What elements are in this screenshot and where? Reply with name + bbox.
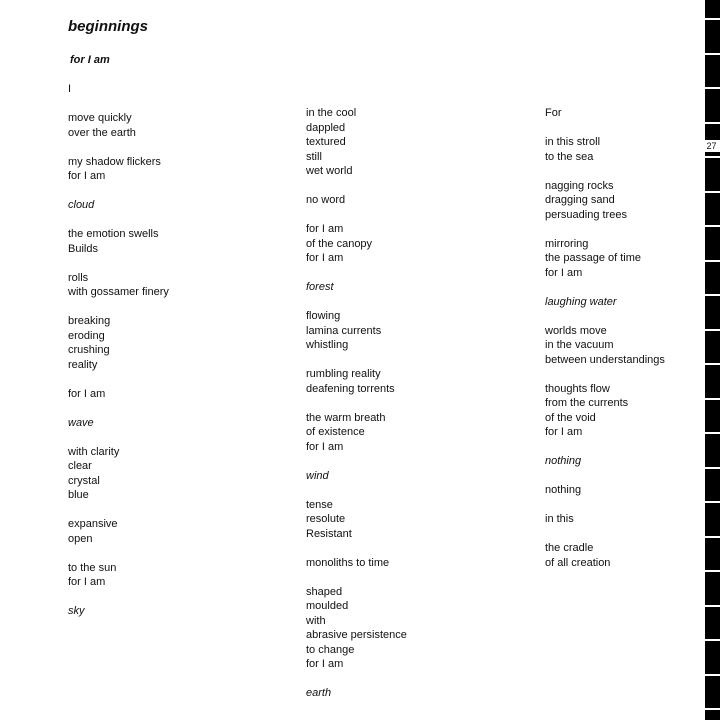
stanza-keyword: sky: [68, 605, 85, 617]
poem-line: I: [68, 83, 72, 95]
poem-column-3: [545, 106, 665, 570]
page-edge-tabs: [705, 0, 720, 720]
edge-tab-divider: [705, 122, 720, 124]
poem-line: clear: [68, 460, 92, 472]
stanza-break: [68, 97, 169, 112]
stanza-keyword: laughing water: [545, 295, 617, 308]
stanza-break: [306, 353, 407, 368]
edge-tab-divider: [705, 674, 720, 676]
poem-line: to the sun: [68, 561, 117, 574]
poem-line: the cradle: [545, 542, 594, 554]
edge-tab-divider: [705, 329, 720, 331]
poem-line: my shadow flickers: [68, 155, 161, 168]
edge-tab-divider: [705, 432, 720, 434]
poem-line: for I am: [306, 252, 344, 264]
stanza-break: [545, 164, 665, 179]
edge-tab-divider: [705, 156, 720, 158]
poem-line: for I am: [68, 576, 106, 588]
stanza-break: [545, 469, 665, 484]
poem-line: shaped: [306, 585, 343, 598]
poem-line: between understandings: [545, 353, 665, 366]
poem-line: Builds: [68, 242, 98, 255]
edge-tab-divider: [705, 570, 720, 572]
poem-line: For: [545, 107, 562, 119]
edge-tab-divider: [705, 536, 720, 538]
poem-line: rumbling reality: [306, 368, 381, 380]
stanza-break: [306, 295, 407, 310]
poem-line: of existence: [306, 426, 365, 438]
poem-line: no word: [306, 194, 346, 206]
edge-tab-divider: [705, 294, 720, 296]
stanza-break: [545, 367, 665, 382]
edge-tab-divider: [705, 53, 720, 55]
poem-line: whistling: [306, 339, 349, 351]
poem-line: breaking: [68, 315, 111, 327]
edge-tab-divider: [705, 398, 720, 400]
stanza-break: [68, 213, 169, 228]
edge-tab-divider: [705, 260, 720, 262]
poem-line: with clarity: [68, 445, 120, 458]
poem-title: beginnings: [68, 18, 148, 35]
poem-line: for I am: [68, 387, 106, 400]
stanza-break: [68, 401, 169, 416]
poem-column-1: [68, 82, 169, 619]
stanza-keyword: earth: [306, 687, 332, 699]
poem-line: from the currents: [545, 397, 629, 409]
edge-tab-divider: [705, 501, 720, 503]
poem-line: to change: [306, 643, 355, 656]
stanza-break: [68, 256, 169, 271]
stanza-break: [68, 503, 169, 518]
poem-line: over the earth: [68, 126, 136, 139]
poem-line: nagging rocks: [545, 179, 614, 192]
poem-line: eroding: [68, 329, 105, 342]
poem-line: the passage of time: [545, 252, 642, 264]
stanza-break: [306, 483, 407, 498]
stanza-break: [68, 140, 169, 155]
poem-column-2: [306, 106, 407, 701]
poem-line: worlds move: [545, 324, 607, 337]
edge-tab-divider: [705, 87, 720, 89]
stanza-keyword: nothing: [545, 455, 582, 467]
poem-line: of the canopy: [306, 237, 373, 250]
stanza-break: [306, 672, 407, 687]
poem-line: rolls: [68, 271, 89, 284]
poem-line: in this stroll: [545, 136, 601, 148]
poem-line: the warm breath: [306, 411, 386, 424]
poem-line: for I am: [68, 170, 106, 182]
stanza-break: [68, 184, 169, 199]
poem-line: crystal: [68, 474, 100, 487]
poem-line: to the sea: [545, 150, 594, 163]
stanza-break: [545, 121, 665, 136]
stanza-break: [68, 430, 169, 445]
poem-line: for I am: [306, 440, 344, 453]
poem-line: wet world: [306, 165, 353, 177]
edge-tab-divider: [705, 467, 720, 469]
poem-line: reality: [68, 358, 98, 371]
stanza-break: [545, 498, 665, 513]
stanza-break: [306, 179, 407, 194]
poem-line: with gossamer finery: [68, 286, 169, 298]
poem-line: abrasive persistence: [306, 629, 407, 641]
stanza-break: [306, 541, 407, 556]
stanza-keyword: cloud: [68, 199, 95, 211]
poem-line: of all creation: [545, 556, 611, 569]
stanza-keyword: wind: [306, 469, 329, 482]
stanza-keyword: wave: [68, 416, 94, 429]
poem-line: open: [68, 532, 93, 545]
edge-tab-divider: [705, 191, 720, 193]
poem-line: textured: [306, 136, 346, 148]
stanza-break: [68, 546, 169, 561]
stanza-break: [68, 300, 169, 315]
poem-line: expansive: [68, 518, 118, 530]
poem-subtitle: for I am: [70, 54, 110, 66]
poem-line: for I am: [306, 658, 344, 670]
poem-line: thoughts flow: [545, 382, 610, 395]
edge-tab-divider: [705, 225, 720, 227]
poem-line: tense: [306, 498, 333, 511]
stanza-break: [306, 396, 407, 411]
poem-line: Resistant: [306, 527, 352, 540]
poem-line: moulded: [306, 600, 349, 612]
stanza-break: [545, 527, 665, 542]
poem-line: nothing: [545, 484, 582, 496]
edge-tab-divider: [705, 363, 720, 365]
poem-line: for I am: [545, 266, 583, 279]
poem-line: move quickly: [68, 112, 132, 124]
stanza-break: [306, 570, 407, 585]
poem-line: with: [306, 614, 326, 627]
poem-line: persuading trees: [545, 208, 627, 221]
stanza-break: [68, 372, 169, 387]
edge-tab-divider: [705, 708, 720, 710]
page-number: 27: [703, 140, 720, 152]
poem-line: flowing: [306, 310, 341, 322]
poem-line: in the cool: [306, 107, 357, 119]
poem-line: dragging sand: [545, 194, 615, 206]
poem-line: blue: [68, 489, 89, 501]
stanza-break: [545, 309, 665, 324]
stanza-break: [306, 266, 407, 281]
poem-line: resolute: [306, 513, 346, 525]
poem-line: for I am: [306, 223, 344, 235]
stanza-break: [545, 222, 665, 237]
poem-line: in the vacuum: [545, 339, 614, 351]
poem-line: deafening torrents: [306, 382, 395, 395]
edge-tab-divider: [705, 18, 720, 20]
poem-line: the emotion swells: [68, 228, 159, 240]
stanza-break: [68, 590, 169, 605]
poem-line: dappled: [306, 121, 346, 134]
stanza-break: [306, 208, 407, 223]
poem-line: of the void: [545, 411, 596, 424]
edge-tab-divider: [705, 639, 720, 641]
poem-line: monoliths to time: [306, 556, 390, 569]
poem-line: for I am: [545, 426, 583, 438]
stanza-break: [545, 280, 665, 295]
poem-line: crushing: [68, 344, 110, 356]
stanza-break: [306, 454, 407, 469]
stanza-break: [545, 440, 665, 455]
poem-line: still: [306, 150, 322, 163]
poem-line: mirroring: [545, 237, 589, 250]
stanza-keyword: forest: [306, 281, 334, 293]
poem-line: in this: [545, 513, 574, 525]
poem-line: lamina currents: [306, 324, 382, 337]
edge-tab-divider: [705, 605, 720, 607]
